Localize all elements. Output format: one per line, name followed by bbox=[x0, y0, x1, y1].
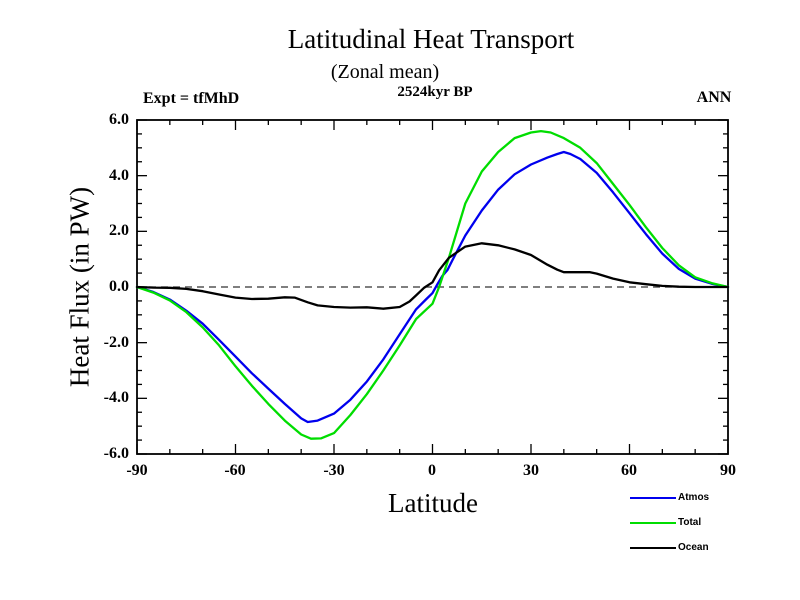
legend-line-atmos bbox=[630, 497, 676, 499]
x-axis-title: Latitude bbox=[388, 488, 478, 518]
legend-line-total bbox=[630, 522, 676, 524]
y-tick-label: 2.0 bbox=[109, 222, 129, 239]
x-tick-label: 90 bbox=[720, 462, 736, 479]
y-tick-label: -6.0 bbox=[103, 445, 129, 462]
experiment-label: Expt = tfMhD bbox=[143, 90, 240, 107]
x-tick-label: 30 bbox=[523, 462, 539, 479]
legend-label-ocean: Ocean bbox=[678, 542, 709, 553]
y-tick-label: -2.0 bbox=[103, 334, 129, 351]
y-tick-label: 0.0 bbox=[109, 278, 129, 295]
legend-label-atmos: Atmos bbox=[678, 492, 710, 503]
legend-item-total bbox=[630, 510, 709, 535]
legend-item-atmos bbox=[630, 485, 709, 510]
x-tick-label: -90 bbox=[126, 462, 148, 479]
legend-line-ocean bbox=[630, 547, 676, 549]
x-tick-label: -60 bbox=[224, 462, 246, 479]
season-label: ANN bbox=[696, 89, 732, 106]
x-tick-label: 60 bbox=[621, 462, 637, 479]
y-tick-label: 4.0 bbox=[109, 167, 129, 184]
chart-subtitle: (Zonal mean) bbox=[330, 61, 440, 83]
legend-item-ocean bbox=[630, 535, 709, 560]
y-tick-label: 6.0 bbox=[109, 111, 129, 128]
legend bbox=[630, 485, 709, 560]
x-tick-label: 0 bbox=[428, 462, 436, 479]
x-tick-label: -30 bbox=[323, 462, 345, 479]
y-axis-title: Heat Flux (in PW) bbox=[64, 186, 95, 388]
legend-label-total: Total bbox=[678, 517, 702, 528]
y-tick-label: -4.0 bbox=[103, 389, 129, 406]
chart-title: Latitudinal Heat Transport bbox=[287, 24, 575, 54]
time-label: 2524kyr BP bbox=[397, 84, 473, 100]
